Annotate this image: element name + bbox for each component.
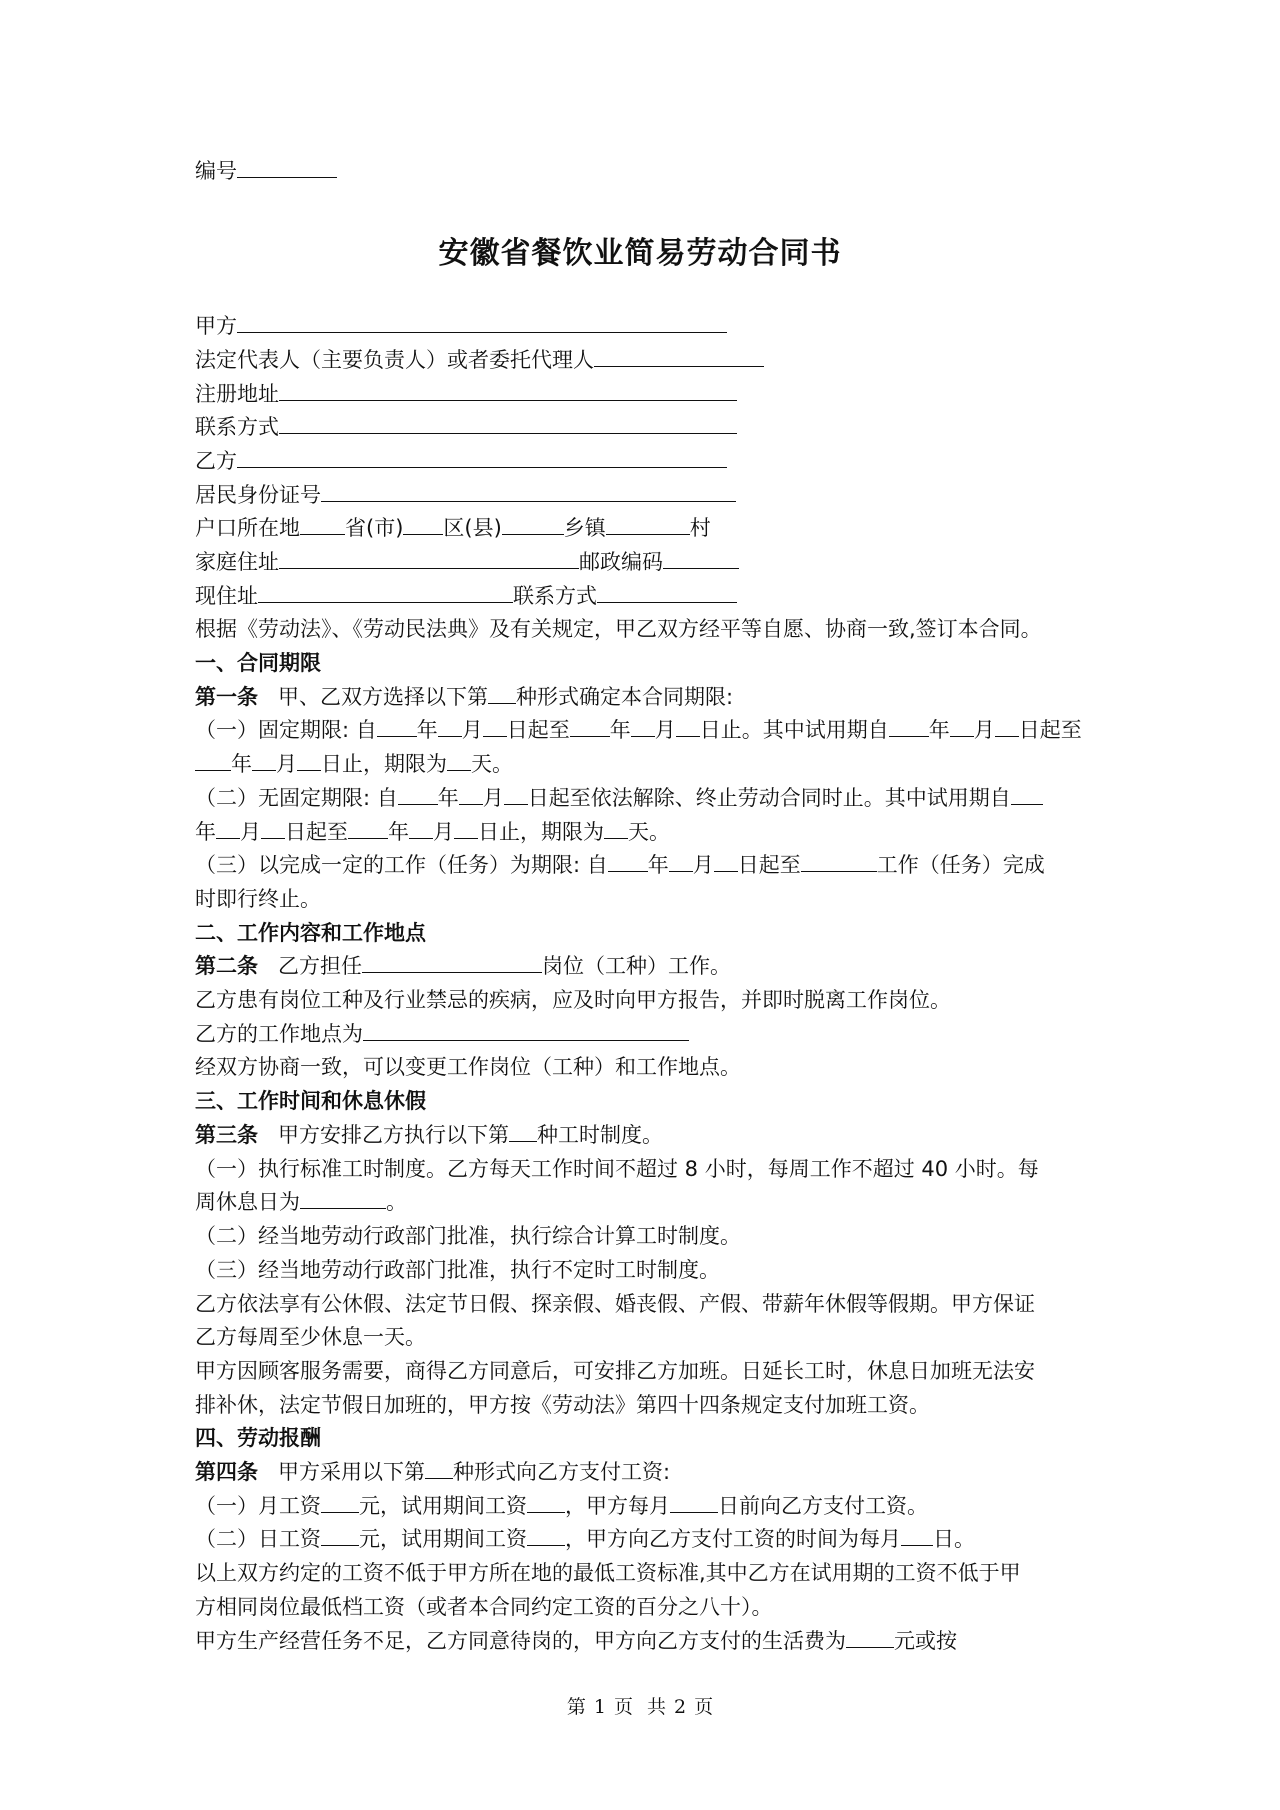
reg-addr-field: 注册地址	[195, 380, 737, 409]
section-heading: 一、合同期限	[195, 651, 321, 675]
paragraph: 乙方每周至少休息一天。	[195, 1325, 426, 1349]
paragraph: 排补休，法定节假日加班的，甲方按《劳动法》第四十四条规定支付加班工资。	[195, 1393, 930, 1417]
blank[interactable]	[527, 1526, 565, 1546]
blank[interactable]	[631, 717, 655, 737]
blank[interactable]	[279, 414, 737, 434]
blank[interactable]	[398, 785, 438, 805]
blank[interactable]	[279, 549, 579, 569]
blank[interactable]	[459, 785, 483, 805]
blank[interactable]	[1011, 785, 1043, 805]
blank[interactable]	[604, 819, 628, 839]
article-4-item: （一）月工资 元，试用期间工资 ，甲方每月 日前向乙方支付工资。	[195, 1494, 928, 1518]
paragraph: 经双方协商一致，可以变更工作岗位（工种）和工作地点。	[195, 1055, 741, 1079]
paragraph: 以上双方约定的工资不低于甲方所在地的最低工资标准,其中乙方在试用期的工资不低于甲	[195, 1561, 1021, 1585]
blank[interactable]	[597, 583, 737, 603]
blank[interactable]	[504, 785, 528, 805]
section-heading: 四、劳动报酬	[195, 1426, 321, 1450]
blank[interactable]	[261, 819, 285, 839]
article-4: 第四条 甲方采用以下第 种形式向乙方支付工资:	[195, 1460, 671, 1484]
article-3: 第三条 甲方安排乙方执行以下第 种工时制度。	[195, 1123, 664, 1147]
contact-field: 联系方式	[195, 413, 737, 442]
blank[interactable]	[409, 819, 433, 839]
blank[interactable]	[527, 1493, 565, 1513]
article-3-item: 周休息日为 。	[195, 1190, 407, 1214]
article-1-item: 年 月 日起至 年 月 日止，期限为 天。	[195, 820, 670, 844]
blank[interactable]	[195, 751, 231, 771]
blank[interactable]	[606, 515, 690, 535]
blank[interactable]	[362, 953, 542, 973]
article-3-item: （二）经当地劳动行政部门批准，执行综合计算工时制度。	[195, 1224, 741, 1248]
blank[interactable]	[363, 1021, 689, 1041]
home-addr-field: 家庭住址 邮政编码	[195, 548, 739, 577]
blank[interactable]	[676, 717, 700, 737]
article-1-item: 年 月 日止，期限为 天。	[195, 750, 513, 779]
paragraph: 甲方生产经营任务不足，乙方同意待岗的，甲方向乙方支付的生活费为 元或按	[195, 1629, 957, 1653]
blank[interactable]	[237, 448, 727, 468]
article-4-item: （二）日工资 元，试用期间工资 ，甲方向乙方支付工资的时间为每月 日。	[195, 1527, 975, 1551]
preamble: 根据《劳动法》、《劳动民法典》及有关规定，甲乙双方经平等自愿、协商一致,签订本合同。	[195, 617, 1042, 641]
party-a-field: 甲方	[195, 312, 727, 341]
blank[interactable]	[237, 313, 727, 333]
work-location-field: 乙方的工作地点为	[195, 1020, 689, 1049]
blank[interactable]	[438, 717, 462, 737]
blank[interactable]	[901, 1526, 933, 1546]
article-1-item: （三）以完成一定的工作（任务）为期限: 自 年 月 日起至 工作（任务）完成	[195, 853, 1045, 877]
hukou-field: 户口所在地 省(市) 区(县) 乡镇 村	[195, 516, 711, 540]
section-heading: 三、工作时间和休息休假	[195, 1089, 426, 1113]
blank[interactable]	[447, 751, 471, 771]
article-3-item: （三）经当地劳动行政部门批准，执行不定时工时制度。	[195, 1258, 720, 1282]
blank[interactable]	[321, 482, 736, 502]
blank[interactable]	[483, 717, 507, 737]
blank[interactable]	[502, 515, 564, 535]
paragraph: 方相同岗位最低档工资（或者本合同约定工资的百分之八十）。	[195, 1595, 773, 1619]
blank[interactable]	[670, 1493, 718, 1513]
party-b-field: 乙方	[195, 447, 727, 476]
blank[interactable]	[669, 852, 693, 872]
blank[interactable]	[403, 515, 443, 535]
blank[interactable]	[237, 158, 337, 178]
blank[interactable]	[321, 1526, 359, 1546]
current-addr-field: 现住址 联系方式	[195, 582, 737, 611]
blank[interactable]	[258, 583, 513, 603]
blank[interactable]	[570, 717, 610, 737]
article-3-item: （一）执行标准工时制度。乙方每天工作时间不超过 8 小时，每周工作不超过 40 小时。每	[195, 1157, 1039, 1181]
paragraph: 甲方因顾客服务需要，商得乙方同意后，可安排乙方加班。日延长工时，休息日加班无法安	[195, 1359, 1035, 1383]
blank[interactable]	[321, 1493, 359, 1513]
page-footer: 第 1 页 共 2 页	[566, 1696, 714, 1718]
blank[interactable]	[889, 717, 929, 737]
article-1-item: 时即行终止。	[195, 887, 321, 911]
blank[interactable]	[454, 819, 478, 839]
paragraph: 乙方患有岗位工种及行业禁忌的疾病，应及时向甲方报告，并即时脱离工作岗位。	[195, 988, 951, 1012]
blank[interactable]	[663, 549, 739, 569]
blank[interactable]	[801, 852, 877, 872]
blank[interactable]	[995, 717, 1019, 737]
blank[interactable]	[509, 1122, 537, 1142]
blank[interactable]	[252, 751, 276, 771]
section-heading: 二、工作内容和工作地点	[195, 921, 426, 945]
article-1: 第一条 甲、乙双方选择以下第 种形式确定本合同期限:	[195, 685, 734, 709]
blank[interactable]	[425, 1459, 453, 1479]
paragraph: 乙方依法享有公休假、法定节日假、探亲假、婚丧假、产假、带薪年休假等假期。甲方保证	[195, 1292, 1035, 1316]
contract-number: 编号	[195, 157, 337, 186]
blank[interactable]	[216, 819, 240, 839]
blank[interactable]	[377, 717, 417, 737]
blank[interactable]	[279, 381, 737, 401]
blank[interactable]	[714, 852, 738, 872]
blank[interactable]	[348, 819, 388, 839]
id-number-field: 居民身份证号	[195, 481, 736, 510]
blank[interactable]	[594, 347, 764, 367]
article-2: 第二条 乙方担任 岗位（工种）工作。	[195, 954, 732, 978]
document-title: 安徽省餐饮业简易劳动合同书	[438, 236, 842, 271]
blank[interactable]	[846, 1628, 894, 1648]
blank[interactable]	[297, 751, 321, 771]
article-1-item: （一）固定期限: 自 年 月 日起至 年 月 日止。其中试用期自 年 月 日起至	[195, 718, 1082, 742]
blank[interactable]	[488, 684, 516, 704]
blank[interactable]	[300, 1189, 386, 1209]
blank[interactable]	[608, 852, 648, 872]
blank[interactable]	[950, 717, 974, 737]
blank[interactable]	[300, 515, 345, 535]
article-1-item: （二）无固定期限: 自 年 月 日起至依法解除、终止劳动合同时止。其中试用期自	[195, 784, 1043, 813]
legal-rep-field: 法定代表人（主要负责人）或者委托代理人	[195, 346, 764, 375]
